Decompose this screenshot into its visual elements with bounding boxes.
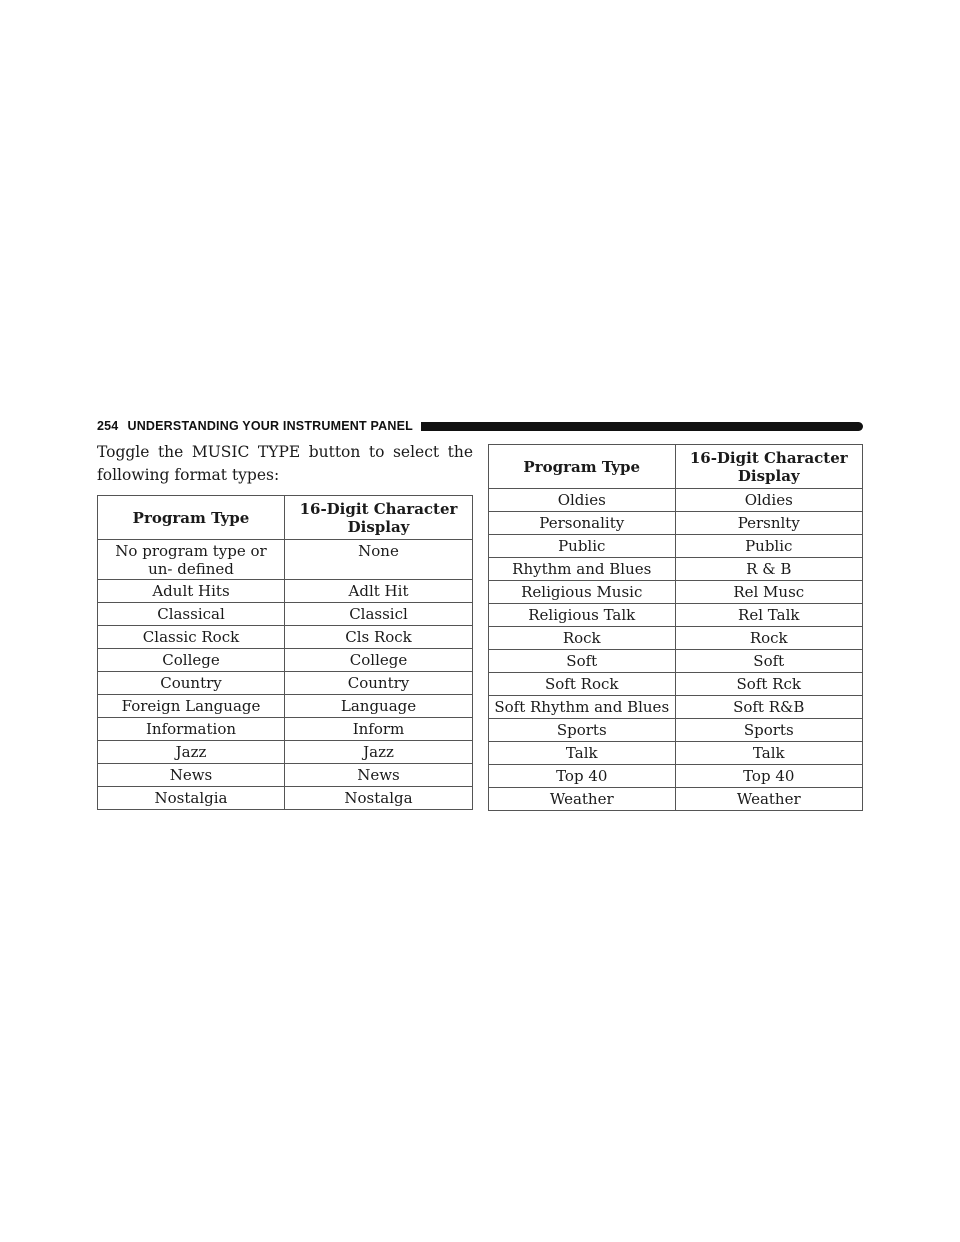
display-cell: R & B: [675, 558, 863, 581]
table-row: [98, 718, 473, 741]
display-cell: Soft R&B: [675, 696, 863, 719]
display-cell: None: [285, 540, 473, 580]
display-cell: Soft Rck: [675, 673, 863, 696]
display-cell: Top 40: [675, 765, 863, 788]
program-type-cell: Country: [98, 672, 285, 695]
program-type-cell: Soft: [489, 650, 676, 673]
program-type-cell: Foreign Language: [98, 695, 285, 718]
program-type-table-left: [97, 495, 473, 810]
display-cell: Sports: [675, 719, 863, 742]
program-type-cell: Rhythm and Blues: [489, 558, 676, 581]
display-cell: Rel Talk: [675, 604, 863, 627]
display-cell: Inform: [285, 718, 473, 741]
header-display: 16-Digit Character Display: [285, 496, 473, 540]
program-type-cell: Adult Hits: [98, 580, 285, 603]
display-cell: Talk: [675, 742, 863, 765]
table-row: [98, 695, 473, 718]
page-number: 254: [97, 419, 119, 433]
section-title: UNDERSTANDING YOUR INSTRUMENT PANEL: [127, 419, 413, 433]
table-row: [489, 604, 863, 627]
program-type-cell: News: [98, 764, 285, 787]
table-row: [489, 558, 863, 581]
program-type-cell: Information: [98, 718, 285, 741]
table-row: [98, 580, 473, 603]
table-row: [98, 764, 473, 787]
table-row: [489, 489, 863, 512]
program-type-cell: Rock: [489, 627, 676, 650]
display-cell: Country: [285, 672, 473, 695]
table-row: [489, 719, 863, 742]
program-type-cell: Classic Rock: [98, 626, 285, 649]
table-row: [98, 787, 473, 810]
program-type-cell: Classical: [98, 603, 285, 626]
table-row: [489, 581, 863, 604]
table-row: [489, 673, 863, 696]
table-header-row: [98, 496, 473, 540]
display-cell: Rel Musc: [675, 581, 863, 604]
display-cell: Cls Rock: [285, 626, 473, 649]
display-cell: Soft: [675, 650, 863, 673]
program-type-cell: College: [98, 649, 285, 672]
program-type-cell: Top 40: [489, 765, 676, 788]
display-cell: Rock: [675, 627, 863, 650]
table-row: [489, 627, 863, 650]
display-cell: Nostalga: [285, 787, 473, 810]
display-cell: Classicl: [285, 603, 473, 626]
table-row: [489, 742, 863, 765]
program-type-cell: Talk: [489, 742, 676, 765]
table-row: [489, 535, 863, 558]
display-cell: Weather: [675, 788, 863, 811]
table-row: [98, 741, 473, 764]
page-header: [97, 418, 863, 434]
display-cell: News: [285, 764, 473, 787]
table-row: [489, 696, 863, 719]
program-type-cell: Soft Rock: [489, 673, 676, 696]
display-cell: Oldies: [675, 489, 863, 512]
display-cell: Language: [285, 695, 473, 718]
table-row: [98, 649, 473, 672]
header-program-type: Program Type: [98, 496, 285, 540]
header-program-type: Program Type: [489, 445, 676, 489]
header-display: 16-Digit Character Display: [675, 445, 863, 489]
program-type-cell: No program type or un- defined: [98, 540, 285, 580]
program-type-cell: Religious Music: [489, 581, 676, 604]
table-header-row: [489, 445, 863, 489]
display-cell: College: [285, 649, 473, 672]
display-cell: Persnlty: [675, 512, 863, 535]
program-type-cell: Soft Rhythm and Blues: [489, 696, 676, 719]
program-type-cell: Oldies: [489, 489, 676, 512]
program-type-cell: Nostalgia: [98, 787, 285, 810]
program-type-cell: Public: [489, 535, 676, 558]
program-type-cell: Weather: [489, 788, 676, 811]
program-type-table-right: [488, 444, 863, 811]
program-type-cell: Sports: [489, 719, 676, 742]
display-cell: Public: [675, 535, 863, 558]
table-row: [489, 765, 863, 788]
display-cell: Jazz: [285, 741, 473, 764]
table-row: [489, 788, 863, 811]
display-cell: Adlt Hit: [285, 580, 473, 603]
program-type-cell: Jazz: [98, 741, 285, 764]
table-row: [98, 672, 473, 695]
header-rule: [421, 422, 863, 431]
table-row: [98, 603, 473, 626]
program-type-cell: Religious Talk: [489, 604, 676, 627]
table-row: [98, 626, 473, 649]
table-row: [489, 512, 863, 535]
table-row: [98, 540, 473, 580]
table-row: [489, 650, 863, 673]
intro-paragraph: Toggle the MUSIC TYPE button to select the following format types:: [97, 443, 473, 484]
program-type-cell: Personality: [489, 512, 676, 535]
